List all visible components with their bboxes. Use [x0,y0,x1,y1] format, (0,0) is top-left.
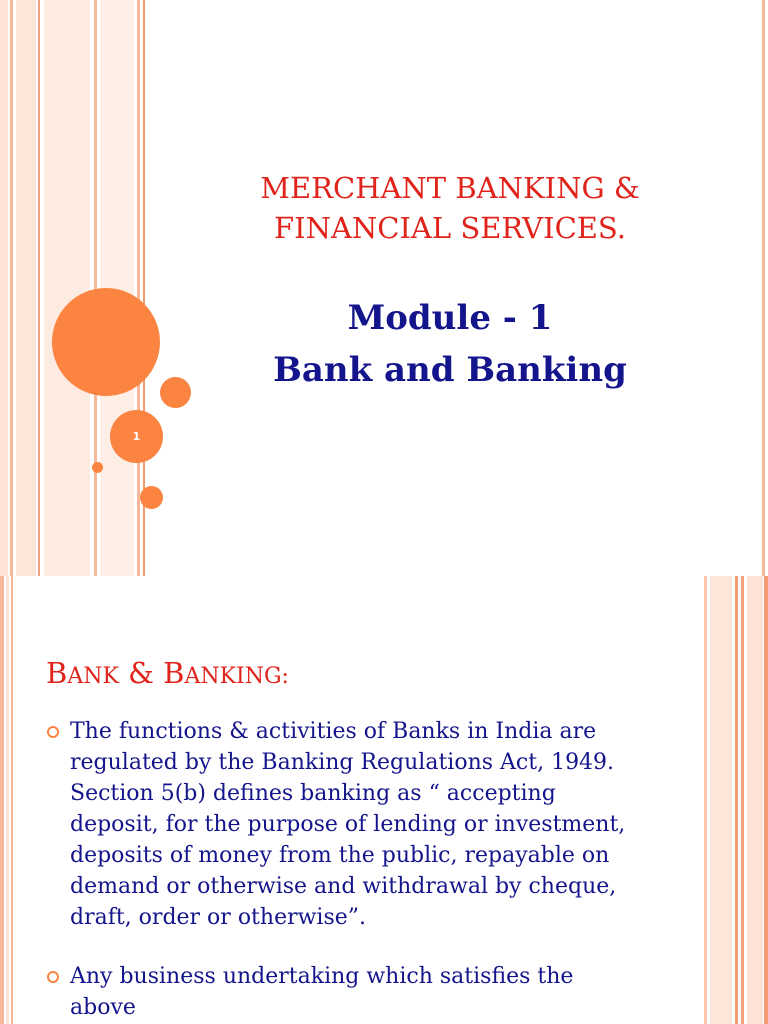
heading-initial: B [163,656,185,690]
slide-title-line: FINANCIAL SERVICES. [274,211,626,245]
decorative-stripe [0,0,8,576]
slide-subtitle [170,292,730,396]
small-orange-circle-icon [140,486,163,509]
decorative-stripe [764,576,768,1024]
bullet-text: The functions & activities of Banks in India are regulated by the Banking Regulations Act, 1949. Section 5(b) defines banking as “ accepting deposit, for the purpose of lending or investment, deposits of money from the public, repayable on demand or otherwise and withdrawal by cheque, draft, order or otherwise”. [70,719,626,930]
heading-connector: & [118,656,164,690]
slide-title [170,168,730,248]
slide-title-line: MERCHANT BANKING & [260,171,640,205]
decorative-stripe [0,576,4,1024]
decorative-stripe [710,576,732,1024]
heading-text: ANKING: [184,664,289,689]
decorative-stripe [741,576,744,1024]
module-label: Module - 1 [347,298,553,338]
topic-label: Bank and Banking [273,350,627,390]
decorative-stripe [10,0,13,576]
bullet-text: Any business undertaking which satisfies the above [70,964,574,1020]
decorative-stripe [735,576,738,1024]
decorative-stripe [762,0,765,576]
decorative-stripe [704,576,707,1024]
slide-number-badge: 1 [110,410,163,463]
heading-initial: B [46,656,68,690]
decorative-stripe [16,0,36,576]
hollow-circle-bullet-icon [47,971,59,983]
decorative-stripe [44,0,90,576]
bullet-item [46,716,686,933]
tiny-orange-circle-icon [92,462,103,473]
decorative-stripe [11,576,13,1024]
decorative-stripe [747,576,763,1024]
large-orange-circle-icon [52,288,160,396]
decorative-stripe [137,0,140,576]
hollow-circle-bullet-icon [47,726,59,738]
decorative-stripe [38,0,40,576]
heading-text: ANK [67,664,119,689]
bullet-item [46,961,686,1023]
content-slide [0,576,768,1024]
decorative-stripe [6,576,9,1024]
slide-heading [46,656,289,690]
bullet-list [46,716,686,1023]
